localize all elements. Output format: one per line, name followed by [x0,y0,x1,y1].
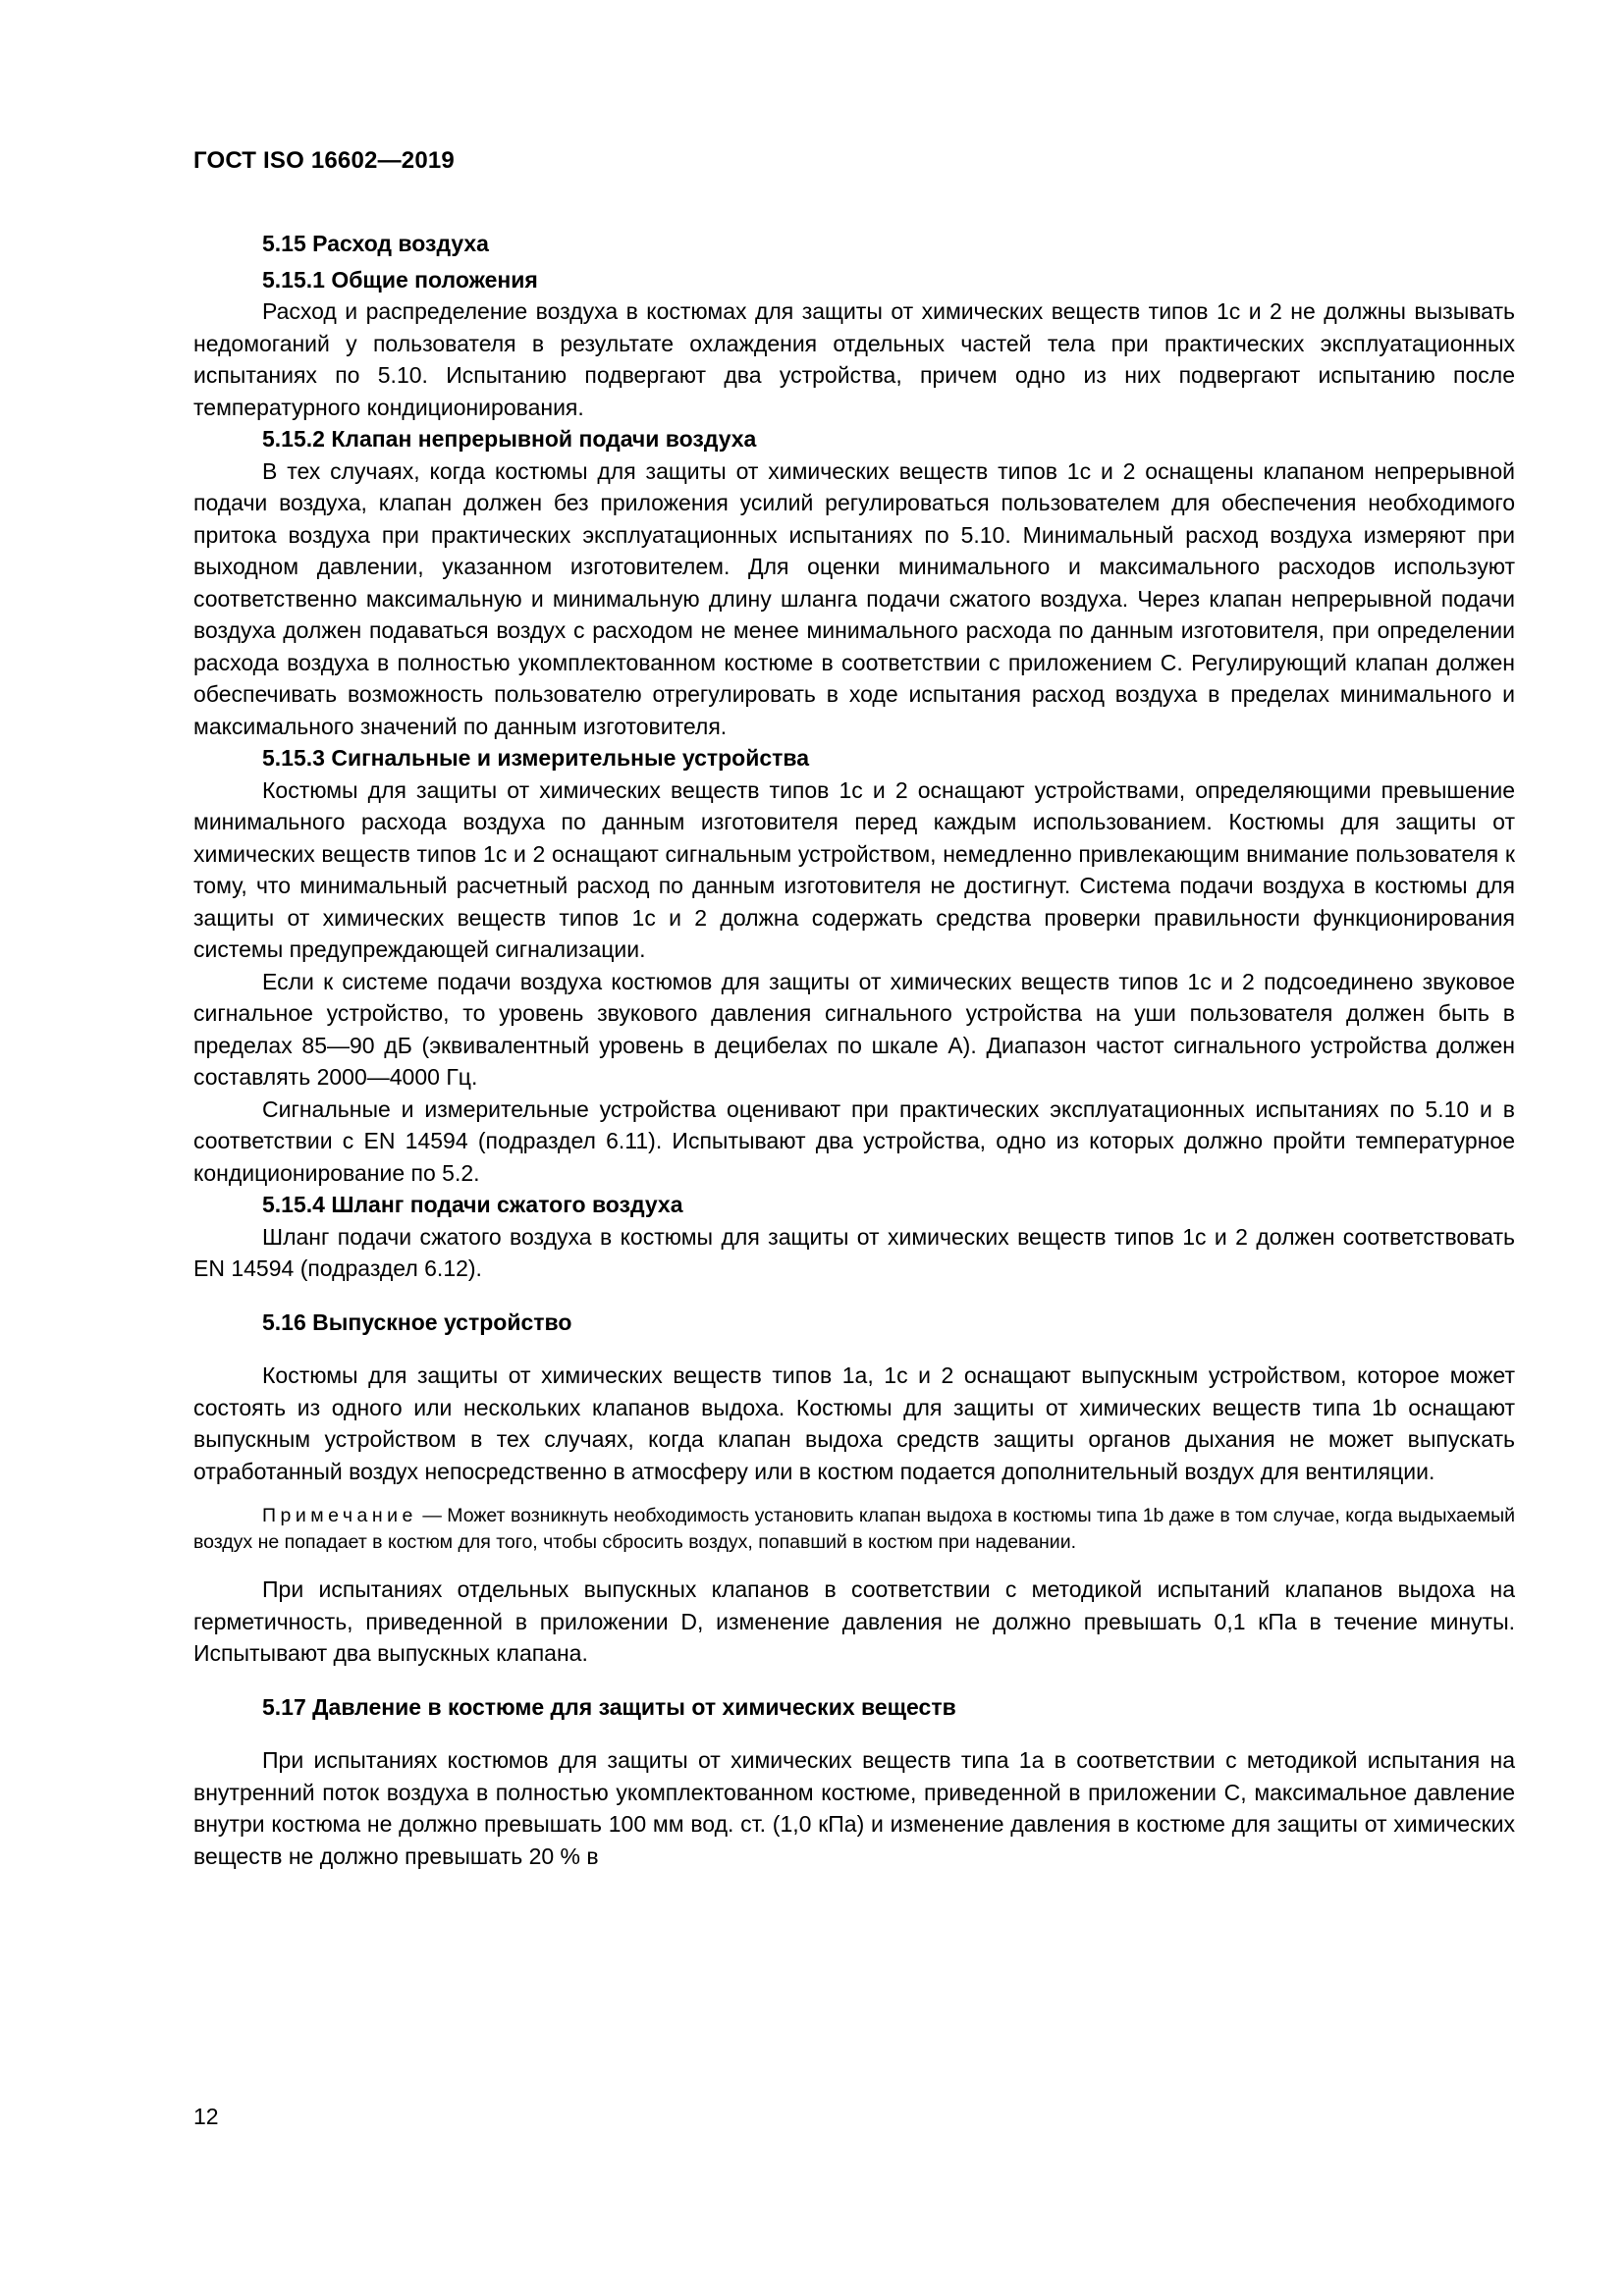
section-5-16-title: 5.16 Выпускное устройство [262,1308,572,1335]
document-code-header: ГОСТ ISO 16602—2019 [193,147,455,174]
section-5-15-3-paragraph-2: Если к системе подачи воздуха костюмов для защиты от химических веществ типов 1с и 2 подсоединено звуковое сигнальное устройство, то уровень звукового давления сигнального устройства на уши пользователя должен быть в пределах 85—90 дБ (эквивалентный уровень в децибелах по шкале А). Диапазон частот сигнального устройства должен составлять 2000—4000 Гц. [193,968,1515,1090]
section-5-16-paragraph-1: Костюмы для защиты от химических веществ типов 1а, 1с и 2 оснащают выпускным устройством, которое может состоять из одного или нескольких клапанов выдоха. Костюмы для защиты от химических веществ типа 1b оснащают выпускным устройством в тех случаях, когда клапан выдоха средств защиты органов дыхания не может выпускать отработанный воздух непосредственно в атмосферу или в костюм подается дополнительный воздух для вентиляции. [193,1362,1515,1484]
section-5-16-note [193,1503,1515,1556]
section-5-15-3-title: 5.15.3 Сигнальные и измерительные устройства [262,745,810,771]
section-5-15-2-title: 5.15.2 Клапан непрерывной подачи воздуха [262,426,757,452]
page-number: 12 [193,2104,219,2129]
section-5-17-paragraph: При испытаниях костюмов для защиты от химических веществ типа 1а в соответствии с методикой испытания на внутренний поток воздуха в полностью укомплектованном костюме, приведенной в приложении С, максимальное давление внутри костюма не должно превышать 100 мм вод. ст. (1,0 кПа) и изменение давления в костюме для защиты от химических веществ не должно превышать 20 % в [193,1747,1515,1869]
section-5-15-title: 5.15 Расход воздуха [262,231,489,256]
section-5-15-4-paragraph: Шланг подачи сжатого воздуха в костюмы для защиты от химических веществ типов 1с и 2 должен соответствовать EN 14594 (подраздел 6.12). [193,1223,1515,1281]
section-5-15-3-paragraph-3: Сигнальные и измерительные устройства оценивают при практических эксплуатационных испытаниях по 5.10 и в соответствии с EN 14594 (подраздел 6.11). Испытывают два устройства, одно из которых должно пройти температурное кондиционирование по 5.2. [193,1095,1515,1186]
section-5-15-3-paragraph-1: Костюмы для защиты от химических веществ типов 1с и 2 оснащают устройствами, определяющими превышение минимального расхода воздуха по данным изготовителя перед каждым использованием. Костюмы для защиты от химических веществ типов 1с и 2 оснащают сигнальным устройством, немедленно привлекающим внимание пользователя к тому, что минимальный расчетный расход по данным изготовителя не достигнут. Система подачи воздуха в костюмы для защиты от химических веществ типов 1с и 2 должна содержать средства проверки правильности функционирования системы предупреждающей сигнализации. [193,776,1515,962]
section-5-16-paragraph-2: При испытаниях отдельных выпускных клапанов в соответствии с методикой испытаний клапанов выдоха на герметичность, приведенной в приложении D, изменение давления не должно превышать 0,1 кПа в течение минуты. Испытывают два выпускных клапана. [193,1576,1515,1666]
section-5-17-title: 5.17 Давление в костюме для защиты от химических веществ [262,1693,956,1720]
section-5-15-4-title: 5.15.4 Шланг подачи сжатого воздуха [262,1192,683,1217]
section-5-15-2-paragraph: В тех случаях, когда костюмы для защиты от химических веществ типов 1с и 2 оснащены клапаном непрерывной подачи воздуха, клапан должен без приложения усилий регулироваться пользователем для обеспечения необходимого притока воздуха при практических эксплуатационных испытаниях по 5.10. Минимальный расход воздуха измеряют при выходном давлении, указанном изготовителем. Для оценки минимального и максимального расходов используют соответственно максимальную и минимальную длину шланга подачи сжатого воздуха. Через клапан непрерывной подачи воздуха должен подаваться воздух с расходом не менее минимального расхода по данным изготовителя, при определении расхода воздуха в полностью укомплектованном костюме в соответствии с приложением С. Регулирующий клапан должен обеспечивать возможность пользователю отрегулировать в ходе испытания расход воздуха в пределах минимального и максимального значений по данным изготовителя. [193,457,1515,739]
section-5-15-1-title: 5.15.1 Общие положения [262,266,538,293]
note-text: — Может возникнуть необходимость установить клапан выдоха в костюмы типа 1b даже в том случае, когда выдыхаемый воздух не попадает в костюм для того, чтобы сбросить воздух, попавший в костюм при надевании. [193,1505,1515,1553]
document-body [193,228,1515,1872]
section-5-15-1-paragraph: Расход и распределение воздуха в костюмах для защиты от химических веществ типов 1с и 2 не должны вызывать недомоганий у пользователя в результате охлаждения отдельных частей тела при практических эксплуатационных испытаниях по 5.10. Испытанию подвергают два устройства, причем одно из них подвергают испытанию после температурного кондиционирования. [193,298,1515,420]
note-label: Примечание [262,1505,417,1526]
